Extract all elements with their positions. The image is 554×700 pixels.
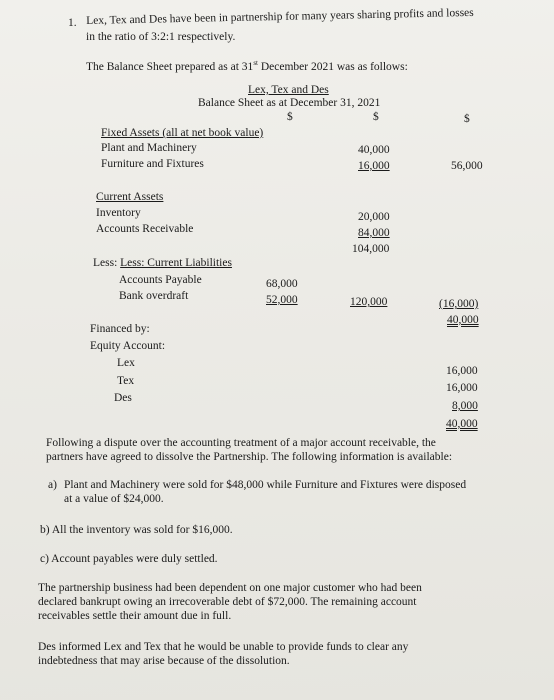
payable-value: 68,000	[266, 278, 298, 290]
balance-sheet-title: Balance Sheet as at December 31, 2021	[198, 97, 381, 109]
fixed-assets-heading: Fixed Assets (all at net book value)	[101, 127, 264, 139]
question-number: 1.	[68, 17, 77, 29]
bankrupt-line-1: The partnership business had been dependent on one major customer who had been	[38, 582, 422, 594]
plant-value: 40,000	[358, 144, 390, 156]
item-a-marker: a)	[48, 479, 57, 491]
bankrupt-line-3: receivables settle their amount due in full.	[38, 610, 232, 622]
receivable-value: 84,000	[358, 227, 390, 239]
furniture-label: Furniture and Fixtures	[101, 158, 204, 170]
overdraft-label: Bank overdraft	[119, 290, 189, 302]
des-line-1: Des informed Lex and Tex that he would be unable to provide funds to clear any	[38, 641, 409, 653]
liabilities-heading: Less: Less: Current Liabilities	[93, 257, 232, 269]
receivable-label: Accounts Receivable	[96, 223, 194, 235]
equity-total: 40,000	[446, 418, 478, 430]
intro-line-1: Lex, Tex and Des have been in partnership for many years sharing profits and losses	[86, 6, 474, 27]
partner-des-value: 8,000	[452, 400, 478, 412]
item-a-line-2: at a value of $24,000.	[64, 493, 164, 505]
partner-des-label: Des	[114, 392, 132, 404]
entity-name: Lex, Tex and Des	[248, 84, 329, 96]
payable-label: Accounts Payable	[119, 274, 202, 286]
liabilities-heading-text: Less: Current Liabilities	[120, 257, 232, 269]
item-c: c) Account payables were duly settled.	[40, 553, 218, 565]
furniture-value: 16,000	[358, 160, 390, 172]
financed-by-heading: Financed by:	[90, 323, 150, 335]
net-current-liabilities: (16,000)	[439, 298, 479, 310]
current-assets-total: 104,000	[352, 243, 390, 255]
partner-tex-label: Tex	[117, 375, 135, 387]
inventory-value: 20,000	[358, 211, 390, 223]
partner-tex-value: 16,000	[446, 382, 478, 394]
intro-line-2: in the ratio of 3:2:1 respectively.	[86, 31, 236, 43]
inventory-label: Inventory	[96, 207, 141, 219]
net-assets: 40,000	[447, 314, 479, 326]
balance-sheet-intro: The Balance Sheet prepared as at 31st December 2021 was as follows:	[86, 59, 408, 73]
overdraft-value: 52,000	[266, 294, 298, 306]
column-header-2: $	[373, 111, 379, 123]
partner-lex-value: 16,000	[446, 365, 478, 377]
liabilities-total: 120,000	[350, 296, 388, 308]
bankrupt-line-2: declared bankrupt owing an irrecoverable debt of $72,000. The remaining account	[38, 596, 417, 608]
des-line-2: indebtedness that may arise because of the dissolution.	[38, 655, 290, 667]
column-header-3: $	[464, 113, 470, 125]
item-b: b) All the inventory was sold for $16,000.	[40, 524, 233, 536]
column-header-1: $	[287, 111, 293, 123]
current-assets-heading: Current Assets	[96, 191, 164, 203]
item-a-line-1: Plant and Machinery were sold for $48,000 while Furniture and Fixtures were disposed	[64, 479, 467, 491]
equity-heading: Equity Account:	[90, 340, 166, 352]
dispute-line-1: Following a dispute over the accounting treatment of a major account receivable, the	[46, 437, 436, 449]
partner-lex-label: Lex	[117, 357, 135, 369]
plant-label: Plant and Machinery	[101, 142, 197, 154]
fixed-assets-total: 56,000	[451, 160, 483, 172]
dispute-line-2: partners have agreed to dissolve the Partnership. The following information is available:	[46, 451, 453, 463]
